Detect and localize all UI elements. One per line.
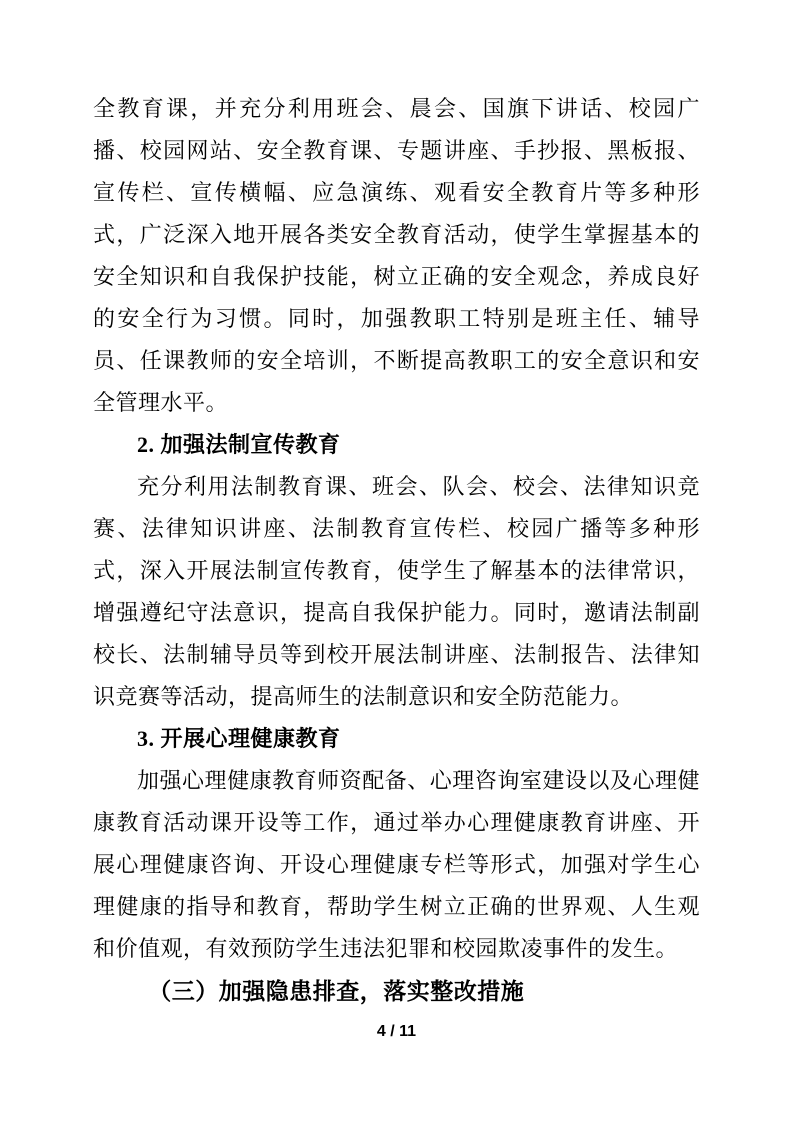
page-footer [0,1022,793,1042]
section-heading-hazard-inspection: （三）加强隐患排查，落实整改措施 [148,978,525,1004]
document-body [93,88,700,1012]
paragraph-safety-education-continued: 全教育课，并充分利用班会、晨会、国旗下讲话、校园广播、校园网站、安全教育课、专题讲座、手抄报、黑板报、宣传栏、宣传横幅、应急演练、观看安全教育片等多种形式，广泛深入地开展各类安全教育活动，使学生掌握基本的安全知识和自我保护技能，树立正确的安全观念，养成良好的安全行为习惯。同时，加强教职工特别是班主任、辅导员、任课教师的安全培训，不断提高教职工的安全意识和安全管理水平。 [93,96,700,415]
subheading-mental-health-education: 3. 开展心理健康教育 [137,726,341,751]
subheading-legal-publicity-education: 2. 加强法制宣传教育 [137,432,341,457]
paragraph-mental-health-education: 加强心理健康教育师资配备、心理咨询室建设以及心理健康教育活动课开设等工作，通过举办心理健康教育讲座、开展心理健康咨询、开设心理健康专栏等形式，加强对学生心理健康的指导和教育，帮助学生树立正确的世界观、人生观和价值观，有效预防学生违法犯罪和校园欺凌事件的发生。 [93,768,700,961]
page-number: 4 / 11 [376,1023,417,1040]
paragraph-legal-publicity-education: 充分利用法制教育课、班会、队会、校会、法律知识竞赛、法律知识讲座、法制教育宣传栏、校园广播等多种形式，深入开展法制宣传教育，使学生了解基本的法律常识，增强遵纪守法意识，提高自我保护能力。同时，邀请法制副校长、法制辅导员等到校开展法制讲座、法制报告、法律知识竞赛等活动，提高师生的法制意识和安全防范能力。 [93,474,700,709]
